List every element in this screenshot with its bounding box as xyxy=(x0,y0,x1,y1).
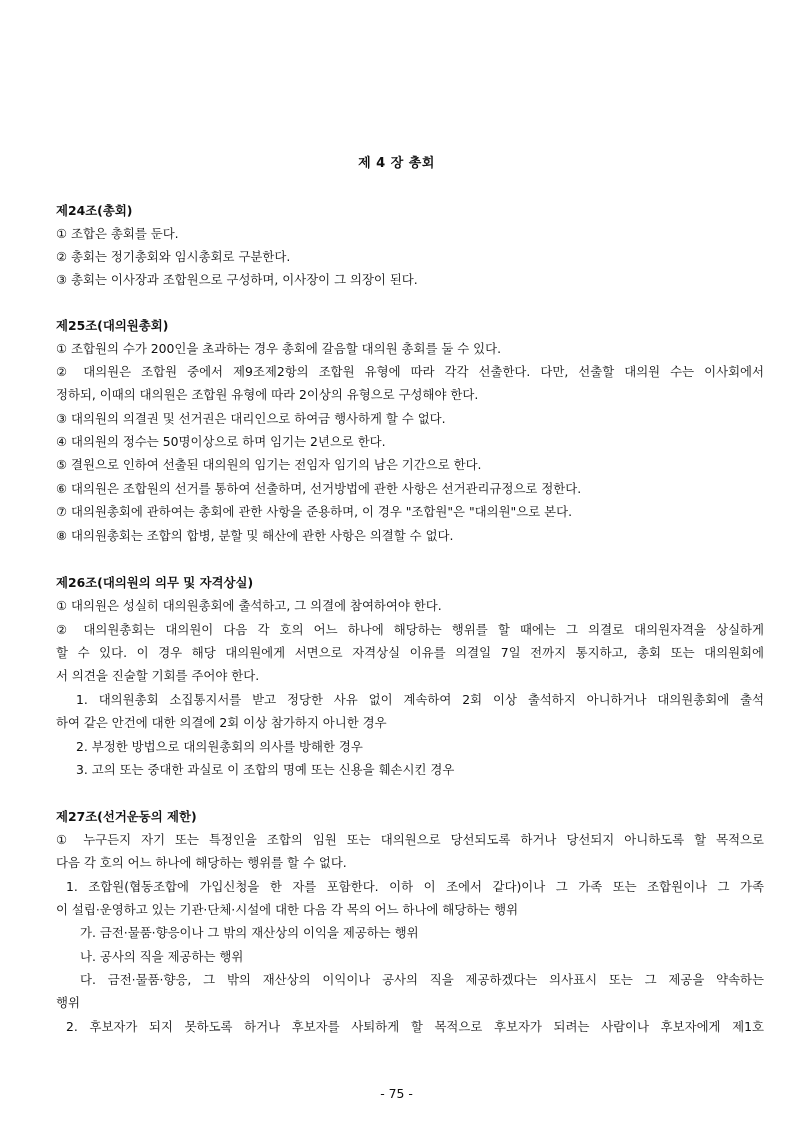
article-24-heading: 제24조(총회) xyxy=(56,203,133,218)
article-24-paragraph-2: ② 총회는 정기총회와 임시총회로 구분한다. xyxy=(56,249,291,264)
article-27-paragraph-1-line-2: 다음 각 호의 어느 하나에 해당하는 행위를 할 수 없다. xyxy=(56,855,347,870)
article-26-item-2: 2. 부정한 방법으로 대의원총회의 의사를 방해한 경우 xyxy=(76,739,363,754)
article-26-paragraph-2-line-3: 서 의견을 진술할 기회를 주어야 한다. xyxy=(56,668,260,683)
article-25-paragraph-2-line-2: 정하되, 이때의 대의원은 조합원 유형에 따라 2이상의 유형으로 구성해야 한다. xyxy=(56,387,479,402)
article-26-paragraph-2-line-2: 할 수 있다. 이 경우 해당 대의원에게 서면으로 자격상실 이유를 의결일 7일 전까지 통지하고, 총회 또는 대의원회에 xyxy=(56,645,764,660)
article-25-paragraph-2-line-1: ② 대의원은 조합원 중에서 제9조제2항의 조합원 유형에 따라 각각 선출한다. 다만, 선출할 대의원 수는 이사회에서 xyxy=(56,364,764,379)
article-27-item-1-line-2: 이 설립·운영하고 있는 기관·단체·시설에 대한 다음 각 목의 어느 하나에 해당하는 행위 xyxy=(56,902,519,917)
article-26-paragraph-2-line-1: ② 대의원총회는 대의원이 다음 각 호의 어느 하나에 해당하는 행위를 할 때에는 그 의결로 대의원자격을 상실하게 xyxy=(56,622,764,637)
article-25-paragraph-6: ⑥ 대의원은 조합원의 선거를 통하여 선출하며, 선거방법에 관한 사항은 선거관리규정으로 정한다. xyxy=(56,481,582,496)
page-number: - 75 - xyxy=(380,1086,413,1101)
article-27-subitem-ga: 가. 금전·물품·향응이나 그 밖의 재산상의 이익을 제공하는 행위 xyxy=(80,925,419,940)
article-27-item-2-line-1: 2. 후보자가 되지 못하도록 하거나 후보자를 사퇴하게 할 목적으로 후보자가 되려는 사람이나 후보자에게 제1호 xyxy=(66,1019,764,1034)
article-26-heading: 제26조(대의원의 의무 및 자격상실) xyxy=(56,575,254,590)
article-26-item-1-line-2: 하여 같은 안건에 대한 의결에 2회 이상 참가하지 아니한 경우 xyxy=(56,715,387,730)
chapter-title: 제 4 장 총회 xyxy=(358,156,435,171)
article-27-paragraph-1-line-1: ① 누구든지 자기 또는 특정인을 조합의 임원 또는 대의원으로 당선되도록 하거나 당선되지 아니하도록 할 목적으로 xyxy=(56,832,764,847)
article-25-paragraph-7: ⑦ 대의원총회에 관하여는 총회에 관한 사항을 준용하며, 이 경우 "조합원"은 "대의원"으로 본다. xyxy=(56,504,573,519)
article-27-heading: 제27조(선거운동의 제한) xyxy=(56,809,197,824)
article-25-paragraph-5: ⑤ 결원으로 인하여 선출된 대의원의 임기는 전임자 임기의 남은 기간으로 한다. xyxy=(56,457,482,472)
article-25-paragraph-4: ④ 대의원의 정수는 50명이상으로 하며 임기는 2년으로 한다. xyxy=(56,434,386,449)
article-24-paragraph-1: ① 조합은 총회를 둔다. xyxy=(56,226,179,241)
article-26-paragraph-1: ① 대의원은 성실히 대의원총회에 출석하고, 그 의결에 참여하여야 한다. xyxy=(56,598,442,613)
article-27-subitem-da-line-1: 다. 금전·물품·향응, 그 밖의 재산상의 이익이나 공사의 직을 제공하겠다는 의사표시 또는 그 제공을 약속하는 xyxy=(80,972,764,987)
article-25-paragraph-1: ① 조합원의 수가 200인을 초과하는 경우 총회에 갈음할 대의원 총회를 둘 수 있다. xyxy=(56,341,502,356)
article-26-item-3: 3. 고의 또는 중대한 과실로 이 조합의 명예 또는 신용을 훼손시킨 경우 xyxy=(76,762,455,777)
article-26-item-1-line-1: 1. 대의원총회 소집통지서를 받고 정당한 사유 없이 계속하여 2회 이상 출석하지 아니하거나 대의원총회에 출석 xyxy=(76,692,764,707)
article-25-paragraph-3: ③ 대의원의 의결권 및 선거권은 대리인으로 하여금 행사하게 할 수 없다. xyxy=(56,411,446,426)
article-27-subitem-na: 나. 공사의 직을 제공하는 행위 xyxy=(80,949,244,964)
article-27-item-1-line-1: 1. 조합원(협동조합에 가입신청을 한 자를 포함한다. 이하 이 조에서 같다)이나 그 가족 또는 조합원이나 그 가족 xyxy=(66,879,764,894)
article-27-subitem-da-line-2: 행위 xyxy=(56,995,80,1010)
article-24-paragraph-3: ③ 총회는 이사장과 조합원으로 구성하며, 이사장이 그 의장이 된다. xyxy=(56,272,418,287)
article-25-heading: 제25조(대의원총회) xyxy=(56,318,169,333)
article-25-paragraph-8: ⑧ 대의원총회는 조합의 합병, 분할 및 해산에 관한 사항은 의결할 수 없다. xyxy=(56,528,454,543)
